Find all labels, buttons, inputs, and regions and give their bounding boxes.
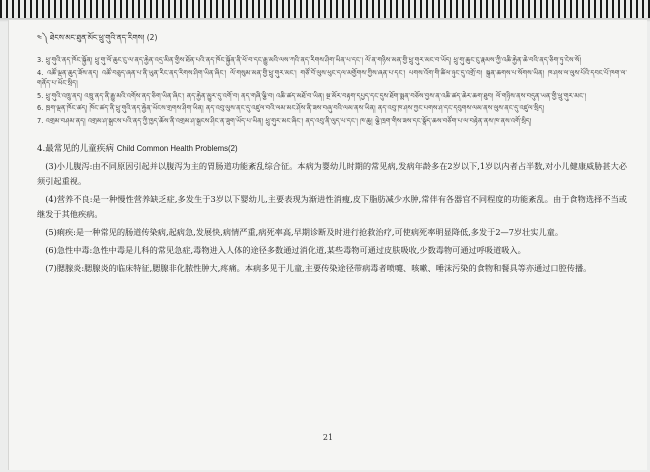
english-title-text: Child Common Health Problems(2) (116, 144, 238, 153)
tibetan-paragraph-7: 7. འགྲམ་བཤམ་ནད། འགྲམ་ཤ་སྐྲངས་པའི་ནད་ཀྱི་ཁྱད་ཆོས་ནི་འགྲམ་ཤ་སྐྲངས་ཤིང་ན་ཟུག་ཡོད་པ་ཡིན། ཕྲུ་གུར་མང་ཞིང་། ནད་འབུ་ནི་ལུད་པ་དང་། ཁ་ཆུ། ལྕེ་ཁྲག་གིས་ཟས་དང་སྣོད་ཆས་བཙོག་པ་ལ་བརྟེན་ནས་ཁ་ནས་འགོ་སྲིད། (37, 116, 532, 125)
tibetan-paragraph-4: 4. འཚོ་ལྡན་ཆུད་ཟོས་ནད། འཚོ་བཅུད་ཞན་པ་ནི་ཡུན་རིང་ནད་རིགས་ཤིག་ཡིན་ཞིང་། ལོ་གསུམ་མན་གྱི་ཕྲུ་གུར་མང་། གཙོ་བོ་ལུས་ཕུང་དལ་མགྱོགས་ཀྱིས་ཞན་པ་དང་། པགས་འོག་གི་ཚིལ་ཉུང་དུ་འགྲོ་བ། སྐྲན་ཆགས་པ་སོགས་ཡིན། ཁ་ཤས་ལ་ལུས་པོའི་དབང་པོ་ཁག་ལ་གནོད་པ་ཡོང་སྲིད། (37, 68, 627, 87)
spiral-binding (0, 0, 650, 18)
page-content (37, 30, 627, 279)
chinese-title-text: 4.最常见的儿童疾病 (37, 144, 114, 154)
tibetan-paragraph-3: 3. ཕྲུ་གུའི་ནད་ཁོང་སྐྱོན། ཕྲུ་གུ་ལོ་ཆུང་ངུ་ལ་ནད་རྐྱེན་འདྲ་མིན་གྱིས་ཐོན་པའི་ནད་ཁོང་སྐྱོན་ནི་ཕོ་བ་དང་རྒྱུ་མའི་ལས་ཀའི་ནད་རིགས་ཤིག་ཡིན་པ་དང་། ལོ་ན་གཉིས་མན་གྱི་ཕྲུ་གུར་མང་བ་ཡོད། ཕྲུ་གུ་ཆུང་ངུ་རྣམས་ཀྱི་འཆི་རྐྱེན་ཆེ་བའི་ནད་ཅིག་ཏུ་ངེས་སོ། (37, 56, 582, 64)
chinese-paragraph-malnutrition: (4)营养不良:是一种慢性营养缺乏症,多发生于3岁以下婴幼儿,主要表现为渐进性消瘦,皮下脂肪减少水肿,常伴有各器官不同程度的功能紊乱。由于食物选择不当或继发于其他疾病。 (37, 194, 627, 219)
chinese-paragraph-dysentery: (5)痢疾:是一种常见的肠道传染病,起病急,发展快,病情严重,病死率高,早期诊断及时进行抢救治疗,可使病死率明显降低,多发于2—7岁壮实儿童。 (45, 227, 564, 237)
tibetan-paragraph-6: 6. ཁྲག་ལྡན་ཁོང་ཚད། ཁོང་ཚད་ནི་ཕྲུ་གུའི་ནད་རྐྱེན་ཡོངས་གྲགས་ཤིག་ཡིན། ནད་འབུ་ལུས་ནང་དུ་འཛུལ་བའི་ལམ་མང་ཤོས་ནི་ཟས་བཞུ་བའི་ལམ་ནས་ཡིན། ནད་འབུ་ཁ་ཤས་ཀྱང་པགས་ཤ་དང་དབུགས་ལམ་ནས་ལུས་ནང་དུ་འཛུལ་སྲིད། (37, 104, 545, 112)
page-number: 21 (322, 433, 334, 442)
chinese-paragraph-poisoning: (6)急性中毒:急性中毒是儿科的常见急症,毒物进入人体的途径多数通过消化道,某些毒物可通过皮肤吸收,少数毒物可通过呼吸道吸入。 (45, 245, 526, 255)
tibetan-section-title: ༤༽ ཐེངས་མང་ཐུན་མོང་ཕྲུ་གུའི་ནད་རིགས། (2) (37, 33, 158, 42)
chinese-paragraph-diarrhea: (3)小儿腹泻:由不同原因引起并以腹泻为主的胃肠道功能紊乱综合征。本病为婴幼儿时期的常见病,发病年龄多在2岁以下,1岁以内者占半数,对小儿健康威胁甚大必须引起重视。 (37, 161, 627, 186)
tibetan-paragraph-5: 5. ཕྲུ་གུའི་འཁྲུ་ནད། འཁྲུ་ནད་ནི་རྒྱུ་མའི་འགོས་ནད་ཅིག་ཡིན་ཞིང་། ནད་རྐྱེན་མྱུར་དུ་འགོ་བ། ནད་གཞི་ལྕི་བ། འཆི་ཚད་མཐོ་བ་ཡིན། སྔ་མོར་བརྟག་དཔྱད་དང་དུས་ཐོག་སྨན་བཅོས་བྱས་ན་འཆི་ཚད་ཆེར་ཆག་ཐུབ། ལོ་གཉིས་ནས་བདུན་ཡན་གྱི་ཕྲུ་གུར་མང་། (37, 91, 587, 100)
document-page (8, 20, 647, 470)
chinese-paragraph-mumps: (7)腮腺炎:腮腺炎的临床特征,腮腺非化脓性肿大,疼痛。本病多见于儿童,主要传染途径带病毒者喷嚏、咳嗽、唾沫污染的食物和餐具等亦通过口腔传播。 (45, 263, 592, 273)
chinese-section-title (37, 142, 627, 154)
